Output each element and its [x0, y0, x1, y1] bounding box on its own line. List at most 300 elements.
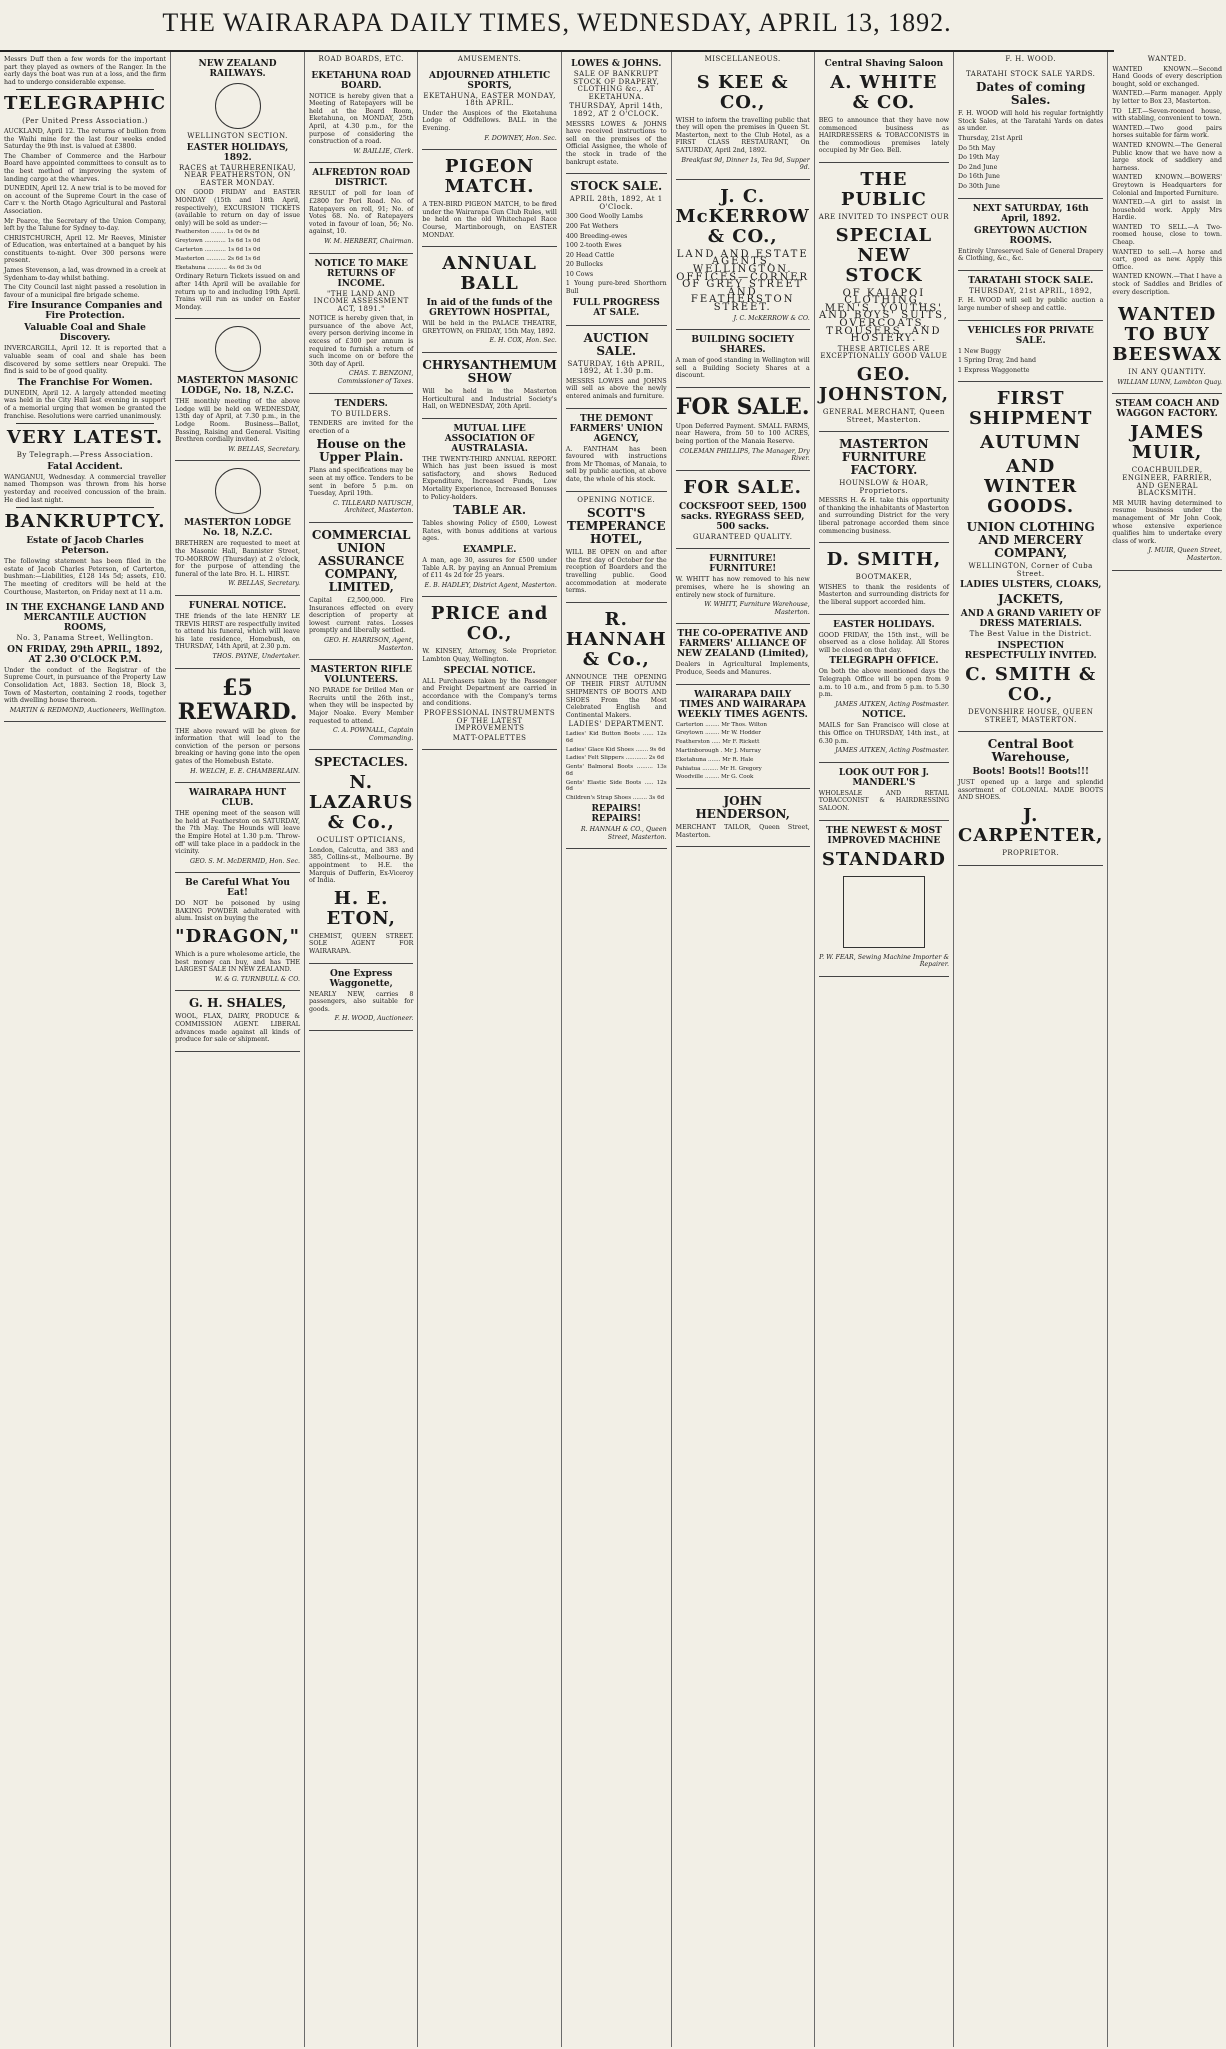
waggonette-signature: F. H. WOOD, Auctioneer.: [334, 1015, 414, 1023]
careful-text: DO NOT be poisoned by using BAKING POWDER adulterated with alum. Insist on buying the: [175, 900, 300, 923]
agents-heading: WAIRARAPA DAILY TIMES AND WAIRARAPA WEEKLY TIMES AGENTS.: [677, 689, 808, 720]
vehicle-row: 1 New Buggy: [958, 347, 1001, 355]
exchange-auctioneers: MARTIN & REDMOND, Auctioneers, Wellington.: [9, 706, 167, 714]
ladies-heading: LADIES ULSTERS, CLOAKS,: [959, 580, 1102, 591]
example-text: A man, age 30, assures for £500 under Table A.R. by paying an Annual Premium of £11 4s 2d for 25 years.: [422, 557, 557, 580]
muir-heading: JAMES MUIR,: [1130, 422, 1205, 464]
date-row: Do 16th June: [958, 173, 1000, 181]
autumn-heading: AUTUMN: [980, 432, 1082, 454]
tables-text: Tables showing Policy of £500, Lowest Rates, with bonus additions at various ages.: [422, 520, 557, 543]
shipment-ad: [958, 382, 1103, 732]
telegraphic-heading: TELEGRAPHIC: [4, 93, 167, 115]
railways-text-2: Ordinary Return Tickets issued on and after 14th April will be available for return up to and including 19th April. Trains will run as under on Easter Monday.: [175, 273, 300, 311]
column-8: [954, 52, 1108, 2047]
price-row: Gents' Elastic Side Boots ..... 12s 6d: [565, 779, 667, 793]
forsale-signature: COLEMAN PHILLIPS, The Manager, Dry River.: [679, 447, 810, 463]
exchange-ad: [4, 598, 166, 722]
news-item: AUCKLAND, April 12. The returns of bullion from the Waihi mine for the last four weeks ended Saturday the 9th inst. is valued at £3800.: [4, 127, 167, 151]
commercial-signature: GEO. H. HARRISON, Agent, Masterton.: [323, 636, 414, 652]
taratahi-date: THURSDAY, 21st APRIL, 1892,: [969, 286, 1093, 295]
dragon-ad: [175, 873, 300, 991]
chrysanthemum-text: Will be held in the Masterton Horticultural and Industrial Society's Hall, on WEDNESDAY, 20th April.: [422, 387, 557, 411]
alfredton-signature: W. M. HERBERT, Chairman.: [324, 237, 414, 245]
sports-text: Under the Auspices of the Eketahuna Lodge of Oddfellows. BALL in the Evening.: [422, 109, 557, 132]
henderson-heading: JOHN HENDERSON,: [695, 794, 790, 822]
first-heading: FIRST SHIPMENT: [968, 388, 1093, 430]
hunt-ad: [175, 783, 300, 873]
holidays-heading: EASTER HOLIDAYS.: [833, 619, 935, 630]
union-clothing-sub: WELLINGTON, Corner of Cuba Street.: [968, 562, 1093, 578]
road-boards-heading: ROAD BOARDS, ETC.: [318, 55, 404, 63]
skee-heading: S KEE & CO.,: [696, 71, 789, 113]
beeswax-signature: WILLIAM LUNN, Lambton Quay.: [1117, 378, 1222, 386]
date-row: Do 2nd June: [958, 163, 998, 171]
union-heading: THE DEMONT FARMERS' UNION AGENCY,: [569, 413, 663, 444]
eton-heading: H. E. ETON,: [326, 887, 396, 929]
lowes-ad: [566, 54, 667, 174]
public-heading: THE PUBLIC: [840, 168, 927, 210]
date-row: Do 5th May: [958, 144, 996, 152]
muir-ad: [1112, 394, 1222, 570]
shales-text: WOOL, FLAX, DAIRY, PRODUCE & COMMISSION AGENT. LIBERAL advances made against all kinds of produce for sale or shipment.: [175, 1013, 300, 1044]
house-heading: House on the Upper Plain.: [316, 437, 406, 465]
tax-signature: CHAS. T. BENZONI, Commissioner of Taxes.: [337, 370, 414, 386]
agent-row: Martinborough . Mr J. Murray: [675, 747, 761, 754]
vehicles-heading: VEHICLES FOR PRIVATE SALE.: [967, 325, 1094, 346]
henderson-ad: [676, 789, 810, 847]
vehicle-row: 1 Spring Dray, 2nd hand: [958, 357, 1037, 365]
news-item: James Stevenson, a lad, was drowned in a creek at Sydenham to-day whilst bathing.: [4, 267, 167, 282]
ball-text: Will be held in the PALACE THEATRE, GREYTOWN, on FRIDAY, 15th May, 1892.: [422, 320, 557, 335]
inspection-heading: INSPECTION RESPECTFULLY INVITED.: [964, 641, 1097, 662]
hannah-ad: [566, 603, 667, 850]
reward-ad: [175, 669, 300, 784]
shales-heading: G. H. SHALES,: [188, 996, 287, 1011]
fatal-heading: Fatal Accident.: [47, 461, 123, 472]
lazarus-text: London, Calcutta, and 383 and 385, Collins-st., Melbourne. By appointment to H.E. the Marquis of Dufferin, Ex-Viceroy of India.: [309, 846, 414, 885]
hunt-signature: GEO. S. M. McDERMID, Hon. Sec.: [190, 857, 300, 865]
column-6: [672, 52, 815, 2047]
building-heading: BUILDING SOCIETY SHARES.: [691, 335, 795, 356]
agent-row: Pahiatua ......... Mr H. Gregory: [675, 765, 762, 772]
manderl-ad: [819, 763, 949, 821]
commercial-text: Capital £2,500,000. Fire Insurances effected on every description of property at lowest current rates. Losses promptly and liberally settled.: [309, 596, 414, 635]
date-row: Do 30th June: [958, 182, 1000, 190]
fare-row: Masterton ........... 2s 6d 1s 6d: [175, 255, 261, 262]
muir-body: MR MUIR having determined to resume business under the management of Mr John Cook, whose extensive experience qualifies him to undertake every class of work.: [1112, 499, 1222, 545]
boot-sub: JUST opened up a large and splendid assortment of COLONIAL MADE BOOTS AND SHOES.: [958, 779, 1104, 802]
chrysanthemum-ad: [422, 353, 556, 419]
rifles-ad: [309, 660, 413, 750]
building-text: A man of good standing in Wellington will sell a Building Society Shares at a discount.: [675, 357, 810, 380]
carpenter-heading: J. CARPENTER,: [958, 805, 1104, 847]
matt-heading: MATT-OPALETTES: [452, 733, 527, 742]
spectacles-heading: SPECTACLES.: [314, 755, 408, 770]
mails-signature: JAMES AITKEN, Acting Postmaster.: [835, 747, 950, 755]
tax-text: NOTICE is hereby given that, in pursuance of the above Act, every person deriving income in excess of £300 per annum is required to furnish a return of such income on or before the 30th day of April.: [309, 315, 414, 368]
funeral-ad: [175, 596, 300, 669]
exchange-sub: No. 3, Panama Street, Wellington.: [16, 634, 154, 643]
masonic-heading: MASTERTON MASONIC LODGE, No. 18, N.Z.C.: [176, 376, 299, 397]
dates-heading: Dates of coming Sales.: [976, 80, 1086, 108]
mutual-signature: E. B. HADLEY, District Agent, Masterton.: [424, 581, 557, 589]
boot-ad: [958, 732, 1103, 865]
fare-row: Eketahuna ........... 4s 6d 3s 0d: [175, 264, 262, 271]
furniture-text: W. WHITT has now removed to his new premises, where he is showing an entirely new stock of furniture.: [675, 576, 810, 599]
tax-heading: NOTICE TO MAKE RETURNS OF INCOME.: [314, 258, 408, 289]
franchise-heading: The Franchise For Women.: [17, 377, 153, 388]
auction-ad: [566, 326, 667, 409]
stock-date: APRIL 28th, 1892, At 1 O'Clock.: [569, 195, 663, 211]
column-3: [305, 52, 418, 2047]
pigeon-ad: [422, 150, 556, 247]
eketahuna-signature: W. BAILLIE, Clerk.: [353, 147, 414, 155]
greytown-heading: GREYTOWN AUCTION ROOMS.: [973, 225, 1088, 246]
agent-row: Featherston ..... Mr F. Rickett: [675, 739, 760, 746]
wanted-item: WANTED KNOWN.—BOWERS' Greytown is Headquarters for Colonial and Imported Furniture.: [1112, 174, 1222, 197]
shave-heading: Central Shaving Saloon: [824, 59, 944, 69]
reward-signature: H. WELCH, E. E. CHAMBERLAIN.: [190, 767, 300, 775]
pigeon-text: A TEN-BIRD PIGEON MATCH, to be fired under the Wairarapa Gun Club Rules, will be held on the old Whitechapel Race Course, Martinborough, on EASTER MONDAY.: [422, 201, 557, 239]
stock-item: 20 Bullocks: [565, 261, 603, 269]
lowes-date: THURSDAY, April 14th, 1892, AT 2 O'CLOCK.: [569, 102, 664, 118]
cooperative-heading: THE CO-OPERATIVE AND FARMERS' ALLIANCE OF NEW ZEALAND (Limited),: [676, 629, 809, 660]
mckerrow-ad: [676, 180, 810, 330]
public-ad: [819, 163, 949, 432]
divider: [16, 507, 154, 508]
wanted-item: WANTED KNOWN.—The General Public know that we have now a large stock of saddlery and harness.: [1112, 141, 1222, 172]
telegraphic-subheading: (Per United Press Association.): [22, 117, 148, 126]
reward-heading: £5 REWARD.: [177, 674, 298, 725]
masonic-text: THE monthly meeting of the above Lodge will be held on WEDNESDAY, 13th day of April, at 7.30 p.m., in the Lodge Room. Business—Ballot, Passing, Raising and General. Visiting Brethren cordially invited.: [175, 398, 300, 444]
muir-signature: J. MUIR, Queen Street, Masterton.: [1148, 547, 1222, 562]
sports-heading: ADJOURNED ATHLETIC SPORTS,: [429, 70, 551, 91]
vehicles-ad: [958, 321, 1103, 383]
dates-text: F. H. WOOD will hold his regular fortnightly Stock Sales, at the Taratahi Yards on dates as under.: [958, 110, 1104, 133]
csmith-heading: C. SMITH & CO.,: [965, 664, 1097, 706]
beeswax-heading: WANTED TO BUY BEESWAX: [1112, 304, 1222, 366]
stock-item: 1 Young pure-bred Shorthorn Bull: [565, 280, 667, 296]
railways-ad: [175, 54, 300, 319]
sports-sub: EKETAHUNA, EASTER MONDAY, 18th APRIL.: [423, 91, 556, 108]
misc-heading: MISCELLANEOUS.: [704, 55, 781, 63]
hannah-text: ANNOUNCE THE OPENING OF THEIR FIRST AUTUMN SHIPMENTS OF BOOTS AND SHOES From the Most Celebrated English and Continental Makers.: [565, 673, 667, 719]
bankruptcy-sub: Estate of Jacob Charles Peterson.: [26, 536, 144, 557]
column-1: [0, 52, 171, 2047]
fire-heading: Fire Insurance Companies and Fire Protection.: [7, 301, 163, 322]
railways-races: RACES at TAURHERENIKAU, NEAR FEATHERSTON, ON EASTER MONDAY.: [179, 163, 297, 187]
agent-row: Woodville ........ Mr G. Cook: [675, 774, 754, 781]
lazarus-heading: N. LAZARUS & Co.,: [309, 772, 414, 834]
boot-heading: Central Boot Warehouse,: [987, 737, 1074, 765]
agent-row: Carterton ........ Mr Thos. Wilton: [675, 721, 767, 728]
telegraph-signature: JAMES AITKEN, Acting Postmaster.: [835, 700, 950, 708]
alfredton-ad: [309, 163, 413, 253]
johnston-text: GENERAL MERCHANT, Queen Street, Masterton.: [822, 407, 945, 424]
auction-date: SATURDAY, 16th APRIL, 1892, At 1.30 p.m.: [567, 359, 665, 376]
mckerrow-text: LAND AND ESTATE AGENTS, WELLINGTON. OFFICES—CORNER OF GREY STREET AND FEATHERSTON STREET.: [676, 248, 810, 313]
price-row: Gents' Balmoral Boots ......... 13s 6d: [565, 764, 667, 777]
smith-ad: [819, 543, 949, 614]
news-item: Mr Pearce, the Secretary of the Union Company, left by the Talune for Sydney to-day.: [4, 217, 167, 233]
alfredton-heading: ALFREDTON ROAD DISTRICT.: [312, 168, 411, 189]
date-row: Do 19th May: [958, 154, 1000, 162]
fare-row: Carterton ............ 1s 6d 1s 0d: [175, 246, 261, 253]
manderl-text: WHOLESALE AND RETAIL TOBACCONIST & HAIRDRESSING SALOON.: [818, 789, 950, 812]
wanted-item: WANTED TO SELL.—A Two-roomed house, close to town. Cheap.: [1112, 223, 1222, 247]
skee-ad: [676, 66, 810, 180]
column-2: [171, 52, 305, 2047]
railways-easter: EASTER HOLIDAYS, 1892.: [186, 142, 289, 163]
wanted-item: TO LET.—Seven-roomed house, with stabling, convenient to town.: [1112, 107, 1222, 123]
lowes-heading: LOWES & JOHNS.: [571, 59, 662, 69]
building-ad: [676, 330, 810, 388]
wanted-item: WANTED KNOWN.—Second Hand Goods of every description bought, sold or exchanged.: [1112, 65, 1222, 88]
column-9: [1108, 52, 1226, 2047]
vehicle-row: 1 Express Waggonette: [958, 366, 1030, 374]
divider: [16, 89, 154, 90]
column-5: [562, 52, 672, 2047]
latest-sub: By Telegraph.—Press Association.: [16, 451, 154, 460]
scott-heading: SCOTT'S TEMPERANCE HOTEL,: [567, 506, 666, 547]
public-text: ARE INVITED TO INSPECT OUR: [818, 212, 950, 221]
fare-row: Featherston ........ 1s 0d 0s 8d: [175, 229, 260, 236]
seed-signature: GUARANTEED QUALITY.: [692, 532, 793, 541]
scott-text: WILL BE OPEN on and after the first day of October for the reception of Boarders and the travelling public. Good accommodation at moderate terms.: [565, 549, 667, 595]
greytown-ad: [958, 199, 1103, 271]
intro-paragraph: Messrs Duff then a few words for the important part they played as owners of the Ranger. In the early days the boat was run at a loss, and the firm had to undergo considerable expense.: [4, 56, 167, 86]
lowes-sub: SALE OF BANKRUPT STOCK OF DRAPERY, CLOTHING &c., AT EKETAHUNA.: [573, 70, 660, 101]
machine-heading: THE NEWEST & MOST IMPROVED MACHINE: [825, 825, 942, 846]
news-item: CHRISTCHURCH, April 12. Mr Reeves, Minister of Education, was entertained at a banquet by his constituents to-night. Over 300 persons were present.: [4, 234, 167, 265]
commercial-heading: COMMERCIAL UNION ASSURANCE COMPANY, LIMITED,: [311, 527, 411, 594]
exchange-text: Under the conduct of the Registrar of the Supreme Court, in pursuance of the Property Law Consolidation Act, 1883. Section 18, Block 3, Town of Masterton, containing 2 roods, together with dwelling house thereon.: [4, 666, 167, 705]
tenders-ad: [309, 394, 413, 523]
seed-text: COCKSFOOT SEED, 1500 sacks. RYEGRASS SEED, 500 sacks.: [679, 501, 807, 532]
price-row: Children's Strap Shoes ........ 3s 6d: [565, 795, 665, 802]
masonic-ad: [175, 319, 300, 461]
bankruptcy-text: The following statement has been filed in the estate of Jacob Charles Peterson, of Carterton, bushman:—Liabilities, £128 14s 5d; assets, £10. The meeting of creditors will be held at the Courthouse, Masterton, on Friday next at 11 a.m.: [4, 558, 167, 596]
bankruptcy-heading: BANKRUPTCY.: [4, 511, 166, 533]
repairs-signature: R. HANNAH & CO., Queen Street, Masterton.: [580, 826, 667, 841]
rifles-signature: C. A. POWNALL, Captain Commanding.: [332, 727, 414, 742]
jackets-heading: JACKETS,: [997, 592, 1064, 607]
railways-heading: NEW ZEALAND RAILWAYS.: [198, 59, 277, 79]
machine-signature: P. W. FEAR, Sewing Machine Importer & Repairer.: [819, 953, 950, 969]
carpenter-signature: PROPRIETOR.: [1002, 849, 1060, 858]
skee-text: WISH to inform the travelling public that they will open the premises in Queen St. Masterton, next to the Club Hotel, as a FIRST CLASS RESTAURANT, On SATURDAY, April 2nd, 1892.: [675, 116, 810, 154]
crest-icon: [215, 83, 261, 129]
lodge-ad: [175, 461, 300, 596]
mckerrow-signature: J. C. McKERROW & CO.: [733, 314, 810, 322]
dates-ad: [958, 66, 1103, 199]
taratahi-heading: TARATAHI STOCK SALE.: [968, 275, 1094, 286]
lowes-text: MESSRS LOWES & JOHNS have received instructions to sell on the premises of the Official Assignee, the whole of the stock in trade of the bankrupt estate.: [565, 120, 667, 166]
mails-text: MAILS for San Francisco will close at this Office on THURSDAY, 14th inst., at 6.30 p.m.: [818, 722, 950, 745]
funeral-text: THE friends of the late HENRY LE TREVIS HIRST are respectfully invited to attend his funeral, which will leave his late residence, Homebush, on THURSDAY, 14th April, at 2.30 p.m.: [175, 613, 300, 651]
furniture-heading: FURNITURE! FURNITURE!: [709, 554, 777, 575]
cooperative-text: Dealers in Agricultural Implements, Produce, Seeds and Manures.: [675, 661, 810, 676]
chrysanthemum-heading: CHRYSANTHEMUM SHOW: [422, 357, 557, 385]
notice-heading: SPECIAL NOTICE.: [443, 665, 536, 676]
lodge-signature: W. BELLAS, Secretary.: [228, 580, 300, 588]
mckerrow-heading: J. C. McKERROW & CO.,: [675, 185, 810, 247]
white-text: BEG to announce that they have now commenced business as HAIRDRESSERS & TOBACCONISTS in the commodious premises lately occupied by Mr Geo. Bell.: [818, 117, 950, 155]
johnston-heading: GEO. JOHNSTON,: [818, 363, 950, 405]
tenders-sub: TO BUILDERS.: [331, 409, 392, 418]
eton-text: CHEMIST, QUEEN STREET. SOLE AGENT FOR WAIRARAPA.: [309, 932, 414, 956]
funeral-signature: THOS. PAYNE, Undertaker.: [212, 652, 300, 660]
scott-ad: [566, 492, 667, 603]
special-heading: SPECIAL NEW STOCK: [835, 224, 933, 286]
pigeon-heading: PIGEON MATCH.: [444, 156, 535, 198]
dragon-text: Which is a pure wholesome article, the best money can buy, and has THE LARGEST SALE IN NEW ZEALAND.: [175, 951, 300, 974]
column-7: [815, 52, 954, 2047]
lodge-text: BRETHREN are requested to meet at the Masonic Hall, Bannister Street, TO-MORROW (Thursday) at 2 o'clock, for the purpose of attending the funeral of the late Bro. H. L. HIRST.: [175, 540, 300, 578]
opening-heading: OPENING NOTICE.: [577, 495, 656, 504]
news-item: The City Council last night passed a resolution in favour of a municipal fire brigade scheme.: [4, 284, 167, 299]
union-clothing-heading: UNION CLOTHING AND MERCERY COMPANY,: [966, 520, 1095, 561]
furniture-ad: [676, 549, 810, 624]
price-text: W. KINSEY, Attorney, Sole Proprietor. Lambton Quay, Wellington.: [422, 648, 557, 663]
mutual-heading: MUTUAL LIFE ASSOCIATION OF AUSTRALASIA.: [444, 423, 535, 454]
price-row: Ladies' Kid Button Boots ...... 12s 6d: [565, 730, 667, 744]
holidays-ad: [819, 615, 949, 763]
machine-sub: STANDARD: [821, 848, 946, 870]
smith-text: WISHES to thank the residents of Masterton and surrounding districts for the liberal support accorded him.: [818, 583, 950, 607]
auction-text: MESSRS LOWES and JOHNS will sell as above the newly entered animals and furniture.: [565, 377, 667, 401]
stock-ad: [566, 174, 667, 326]
news-item: The Chamber of Commerce and the Harbour Board have appointed committees to consult as to the best method of improving the system of landing cargo at the wharves.: [4, 152, 167, 183]
columns: [0, 52, 1222, 2047]
cooperative-ad: [676, 624, 810, 684]
machine-ad: [819, 821, 949, 977]
price-row: Ladies' Glace Kid Shoes ....... 9s 6d: [565, 746, 666, 753]
tax-ad: [309, 254, 413, 394]
house-signature: C. TILLEARD NATUSCH, Architect, Masterton.: [332, 499, 414, 515]
telegraph-heading: TELEGRAPH OFFICE.: [829, 656, 939, 667]
fare-row: Greytown ............ 1s 6d 1s 0d: [175, 238, 261, 245]
tenders-heading: TENDERS.: [334, 398, 388, 409]
union-text: A. FANTHAM has been favoured with instructions from Mr Thomas, of Manaia, to sell by public auction, at above date, the whole of his stock.: [565, 445, 667, 483]
amusements-heading: AMUSEMENTS.: [457, 55, 522, 63]
mutual-ad: [422, 419, 556, 598]
skee-signature: Breakfast 9d, Dinner 1s, Tea 9d, Supper 9d.: [681, 156, 810, 172]
holidays-text: GOOD FRIDAY, the 15th inst., will be observed as a close holiday. All Stores will be closed on that day.: [818, 631, 950, 654]
wanted-item: WANTED to sell.—A horse and cart, good as new. Apply this Office.: [1112, 248, 1222, 271]
price-ad: [422, 597, 556, 750]
masthead-title: THE WAIRARAPA DAILY TIMES, WEDNESDAY, APRIL 13, 1892.: [162, 8, 952, 37]
exchange-heading: IN THE EXCHANGE LAND AND MERCANTILE AUCTION ROOMS,: [5, 603, 165, 634]
waggonette-text: NEARLY NEW, carries 8 passengers, also suitable for goods.: [309, 990, 414, 1013]
factory-sub: HOUNSLOW & HOAR, Proprietors.: [839, 479, 929, 495]
mails-heading: NOTICE.: [861, 710, 906, 721]
dragon-heading: "DRAGON,": [175, 926, 300, 948]
masthead: [0, 0, 1114, 52]
rifles-heading: MASTERTON RIFLE VOLUNTEERS.: [310, 665, 412, 686]
factory-heading: MASTERTON FURNITURE FACTORY.: [839, 437, 929, 478]
beeswax-ad: [1112, 298, 1222, 394]
improvements-heading: PROFESSIONAL INSTRUMENTS OF THE LATEST IMPROVEMENTS: [424, 708, 556, 733]
forsale-heading: FOR SALE.: [675, 393, 810, 420]
masonic-emblem-icon: [215, 326, 261, 372]
news-item: DUNEDIN, April 12. A new trial is to be moved for on account of the Supreme Court in the case of Carr v. the North Otago Agricultural and Pastoral Association.: [4, 185, 167, 215]
dress-heading: AND A GRAND VARIETY OF DRESS MATERIALS.: [960, 609, 1101, 630]
wanted-item: WANTED KNOWN.—That I have a stock of Saddles and Bridles of every description.: [1112, 273, 1222, 296]
union-ad: [566, 409, 667, 492]
notice-text: ALL Purchasers taken by the Passenger and Freight Department are carried in accordance with the Company's terms and conditions.: [422, 677, 557, 708]
smith-heading: D. SMITH,: [826, 549, 942, 571]
tables-heading: TABLE AR.: [453, 503, 527, 518]
stock-item: 100 2-tooth Ewes: [565, 242, 622, 250]
coal-text: INVERCARGILL, April 12. It is reported that a valuable seam of coal and shale has been discovered by some settlers near Orepuki. The find is said to be of good quality.: [4, 345, 167, 376]
careful-heading: Be Careful What You Eat!: [185, 878, 290, 899]
agents-ad: [676, 685, 810, 790]
saturday-heading: NEXT SATURDAY, 16th April, 1892.: [972, 203, 1089, 224]
seed-ad: [676, 471, 810, 550]
boot-text: Boots! Boots!! Boots!!!: [972, 767, 1089, 778]
agent-row: Greytown ........ Mr W. Hodder: [675, 730, 761, 737]
price-row: Ladies' Felt Slippers ............ 2s 6d: [565, 755, 665, 762]
masonic-signature: W. BELLAS, Secretary.: [228, 445, 300, 453]
divider: [16, 423, 154, 424]
fatal-text: WANGANUI, Wednesday. A commercial traveller named Thompson was thrown from his horse yesterday and received concussion of the brain. He died last night.: [4, 473, 167, 504]
seed-heading: FOR SALE.: [683, 476, 802, 498]
auction-heading: AUCTION SALE.: [583, 330, 649, 358]
coal-heading: Valuable Coal and Shale Discovery.: [24, 323, 146, 344]
alfredton-text: RESULT of poll for loan of £2800 for Pori Road. No. of Ratepayers on roll, 91; No. of Votes 68. No. of Ratepayers voted in favour of loan, 56; No. against, 10.: [309, 190, 414, 236]
dragon-signature: W. & G. TURNBULL & CO.: [214, 975, 300, 983]
wood-sub: TARATAHI STOCK SALE YARDS.: [966, 69, 1096, 78]
waggonette-ad: [309, 964, 413, 1031]
price-heading: PRICE and CO.,: [430, 603, 549, 645]
eketahuna-ad: [309, 66, 413, 164]
taratahi-ad: [958, 271, 1103, 321]
house-text: Plans and specifications may be seen at my office. Tenders to be sent in before 5 p.m. on Tuesday, April 19th.: [309, 467, 414, 498]
masonic-emblem-icon: [215, 468, 261, 514]
stock-item: 400 Breeding-ewes: [565, 232, 628, 240]
sewing-machine-icon: [843, 876, 925, 948]
franchise-text: DUNEDIN, April 12. A largely attended meeting was held in the City Hall last evening in support of a memorial urging that women be granted the franchise. Resolutions were carried unanimously.: [4, 389, 167, 420]
tax-sub: "THE LAND AND INCOME ASSESSMENT ACT, 1891.": [313, 289, 409, 313]
furniture-signature: W. WHITT, Furniture Warehouse, Masterton.: [704, 601, 810, 616]
dress-text: The Best Value in the District.: [969, 630, 1092, 639]
ball-ad: [422, 247, 556, 353]
hannah-heading: R. HANNAH & Co.,: [565, 608, 667, 670]
agent-row: Eketahuna ....... Mr R. Hale: [675, 756, 754, 763]
special-sub: THESE ARTICLES ARE EXCEPTIONALLY GOOD VALUE: [820, 344, 948, 361]
winter-heading: AND WINTER GOODS.: [984, 456, 1078, 518]
henderson-text: MERCHANT TAILOR, Queen Street, Masterton.: [675, 824, 810, 839]
coach-heading: STEAM COACH AND WAGGON FACTORY.: [1115, 399, 1220, 420]
smith-sub: BOOTMAKER,: [855, 573, 913, 582]
factory-text: MESSRS H. & H. take this opportunity of thanking the inhabitants of Masterton and surrounding District for the very liberal patronage accorded them since commencing business.: [818, 497, 950, 535]
stock-item: 300 Good Woolly Lambs: [565, 213, 643, 221]
taratahi-text: F. H. WOOD will sell by public auction a large number of sheep and cattle.: [958, 297, 1104, 312]
funeral-heading: FUNERAL NOTICE.: [188, 601, 287, 612]
wanted-item: WANTED.—Two good pairs horses suitable for farm work.: [1112, 124, 1222, 140]
greytown-text: Entirely Unreserved Sale of General Drapery & Clothing, &c., &c.: [958, 247, 1104, 263]
exchange-date: ON FRIDAY, 29th APRIL, 1892, AT 2.30 O'CLOCK P.M.: [7, 644, 163, 665]
reward-text: THE above reward will be given for information that will lead to the conviction of the person or persons breaking or having gone into the open gates of the Homebush Estate.: [175, 727, 300, 765]
telegraph-text: On both the above mentioned days the Telegraph Office will be open from 9 a.m. to 10 a.m., and from 5 p.m. to 5.30 p.m.: [818, 668, 950, 699]
lazarus-sub: OCULIST OPTICIANS,: [316, 836, 406, 845]
csmith-text: DEVONSHIRE HOUSE, QUEEN STREET, MASTERTON.: [968, 708, 1094, 724]
special-text: OF KAIAPOI CLOTHING, MEN'S, YOUTHS' AND BOYS' SUITS, OVERCOATS, TROUSERS, AND HOSIERY.: [818, 287, 949, 345]
mutual-text: THE TWENTY-THIRD ANNUAL REPORT. Which has just been issued is most satisfactory, and shows Reduced Expenditure, Increased Funds, Low Mortality Experience, Increased Bonuses to Policy-holders.: [422, 455, 557, 501]
eketahuna-heading: EKETAHUNA ROAD BOARD.: [311, 70, 411, 91]
manderl-heading: LOOK OUT FOR J. MANDERL'S: [838, 767, 929, 788]
